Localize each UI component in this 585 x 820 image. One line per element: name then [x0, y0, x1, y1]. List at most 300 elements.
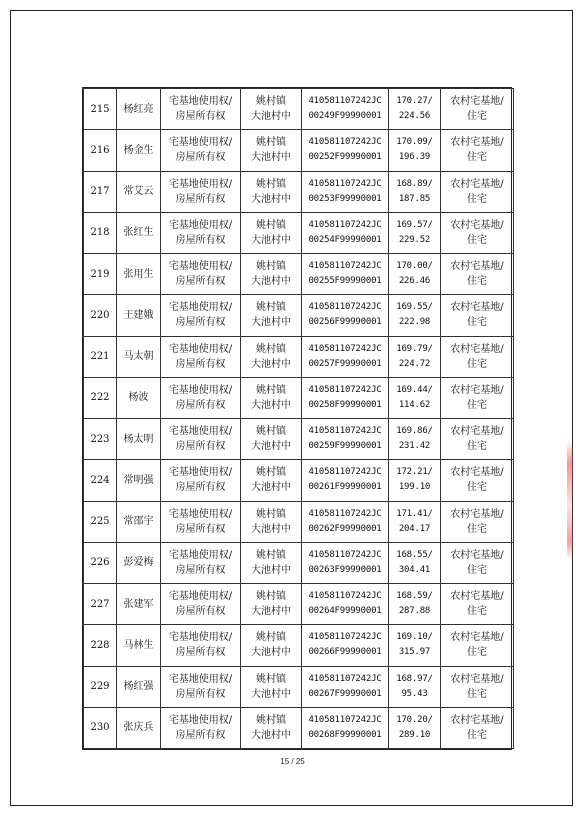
location-text: 姚村镇: [256, 96, 286, 108]
right-type-text: 宅基地使用权/: [168, 426, 233, 438]
location-cell: [241, 336, 302, 377]
row-number-text: 227: [90, 598, 110, 610]
right-type-cell: [161, 584, 241, 625]
land-use-cell: [441, 336, 514, 377]
land-use-cell: [441, 542, 514, 583]
location-text: 大池村中: [251, 193, 291, 205]
parcel-code-cell: [302, 254, 389, 295]
land-use-text: 住宅: [467, 111, 487, 123]
right-type-text: 房屋所有权: [175, 111, 226, 123]
right-type-text: 房屋所有权: [175, 564, 226, 576]
parcel-code-cell: [302, 625, 389, 666]
parcel-code-cell: [302, 377, 389, 418]
owner-name-text: 张庆兵: [123, 722, 154, 734]
land-use-text: 农村宅基地/: [450, 591, 504, 603]
right-type-text: 房屋所有权: [175, 482, 226, 494]
table-row: [84, 212, 514, 253]
row-number-text: 218: [90, 227, 110, 239]
row-number-cell: [84, 625, 117, 666]
land-use-text: 农村宅基地/: [450, 549, 504, 561]
right-type-text: 宅基地使用权/: [168, 96, 233, 108]
land-use-text: 农村宅基地/: [450, 632, 504, 644]
location-text: 大池村中: [251, 234, 291, 246]
owner-name-cell: [117, 584, 161, 625]
land-use-cell: [441, 666, 514, 707]
right-type-text: 宅基地使用权/: [168, 591, 233, 603]
area-text: 168.55/: [396, 549, 433, 560]
area-cell: [389, 212, 441, 253]
location-text: 大池村中: [251, 606, 291, 618]
parcel-code-text: 410581107242JC: [308, 632, 382, 643]
owner-name-text: 彭爱梅: [123, 557, 154, 569]
area-text: 187.85: [398, 193, 431, 204]
row-number-cell: [84, 89, 117, 130]
location-text: 大池村中: [251, 358, 291, 370]
parcel-code-cell: [302, 542, 389, 583]
area-cell: [389, 336, 441, 377]
owner-name-cell: [117, 295, 161, 336]
location-cell: [241, 666, 302, 707]
area-cell: [389, 666, 441, 707]
row-number-cell: [84, 501, 117, 542]
location-cell: [241, 501, 302, 542]
parcel-code-text: 00252F99990001: [308, 152, 382, 163]
owner-name-text: 张建军: [123, 598, 154, 610]
owner-name-cell: [117, 419, 161, 460]
table-row: [84, 295, 514, 336]
parcel-code-text: 00249F99990001: [308, 111, 382, 122]
parcel-code-text: 410581107242JC: [308, 549, 382, 560]
owner-name-text: 马太朝: [123, 351, 154, 363]
table-row: [84, 501, 514, 542]
row-number-text: 229: [90, 681, 110, 693]
parcel-code-cell: [302, 666, 389, 707]
area-text: 229.52: [398, 234, 431, 245]
parcel-code-text: 410581107242JC: [308, 384, 382, 395]
land-use-cell: [441, 89, 514, 130]
location-cell: [241, 707, 302, 748]
location-text: 姚村镇: [256, 549, 286, 561]
land-use-text: 住宅: [467, 647, 487, 659]
parcel-code-text: 410581107242JC: [308, 302, 382, 313]
owner-name-cell: [117, 501, 161, 542]
location-text: 姚村镇: [256, 673, 286, 685]
parcel-code-text: 410581107242JC: [308, 137, 382, 148]
right-type-text: 宅基地使用权/: [168, 467, 233, 479]
area-text: 315.97: [398, 647, 431, 658]
land-use-text: 农村宅基地/: [450, 178, 504, 190]
right-type-cell: [161, 542, 241, 583]
owner-name-cell: [117, 707, 161, 748]
parcel-code-cell: [302, 419, 389, 460]
right-type-cell: [161, 89, 241, 130]
area-cell: [389, 419, 441, 460]
table-row: [84, 130, 514, 171]
area-text: 170.27/: [396, 96, 433, 107]
area-text: 199.10: [398, 482, 431, 493]
location-cell: [241, 419, 302, 460]
location-text: 大池村中: [251, 647, 291, 659]
owner-name-cell: [117, 130, 161, 171]
row-number-text: 221: [90, 351, 110, 363]
owner-name-cell: [117, 212, 161, 253]
owner-name-text: 张红生: [123, 227, 154, 239]
right-type-text: 宅基地使用权/: [168, 261, 233, 273]
table-row: [84, 666, 514, 707]
row-number-cell: [84, 130, 117, 171]
area-text: 196.39: [398, 152, 431, 163]
right-type-cell: [161, 336, 241, 377]
area-text: 304.41: [398, 564, 431, 575]
area-text: 170.20/: [396, 714, 433, 725]
land-use-text: 住宅: [467, 276, 487, 288]
right-type-text: 房屋所有权: [175, 688, 226, 700]
area-text: 169.55/: [396, 302, 433, 313]
area-cell: [389, 295, 441, 336]
location-text: 姚村镇: [256, 302, 286, 314]
row-number-cell: [84, 254, 117, 295]
parcel-code-text: 410581107242JC: [308, 508, 382, 519]
table-row: [84, 171, 514, 212]
area-text: 169.10/: [396, 632, 433, 643]
area-text: 231.42: [398, 441, 431, 452]
area-text: 168.59/: [396, 591, 433, 602]
right-type-text: 房屋所有权: [175, 276, 226, 288]
row-number-text: 224: [90, 474, 110, 486]
table-row: [84, 336, 514, 377]
area-text: 222.98: [398, 317, 431, 328]
right-type-text: 宅基地使用权/: [168, 219, 233, 231]
location-text: 姚村镇: [256, 178, 286, 190]
land-use-text: 农村宅基地/: [450, 508, 504, 520]
land-use-text: 农村宅基地/: [450, 96, 504, 108]
area-text: 287.88: [398, 606, 431, 617]
table-row: [84, 377, 514, 418]
owner-name-text: 常艾云: [123, 186, 154, 198]
location-text: 姚村镇: [256, 384, 286, 396]
land-use-text: 住宅: [467, 358, 487, 370]
right-type-text: 房屋所有权: [175, 152, 226, 164]
area-text: 172.21/: [396, 467, 433, 478]
parcel-code-cell: [302, 130, 389, 171]
row-number-text: 217: [90, 186, 110, 198]
land-use-text: 农村宅基地/: [450, 714, 504, 726]
right-type-cell: [161, 625, 241, 666]
right-type-text: 宅基地使用权/: [168, 632, 233, 644]
area-cell: [389, 584, 441, 625]
table-row: [84, 460, 514, 501]
land-use-text: 农村宅基地/: [450, 302, 504, 314]
row-number-cell: [84, 584, 117, 625]
right-type-cell: [161, 254, 241, 295]
right-type-text: 宅基地使用权/: [168, 384, 233, 396]
owner-name-text: 常明强: [123, 474, 154, 486]
right-type-cell: [161, 666, 241, 707]
location-cell: [241, 584, 302, 625]
land-use-cell: [441, 295, 514, 336]
owner-name-text: 杨红强: [123, 681, 154, 693]
location-cell: [241, 295, 302, 336]
records-table: [83, 88, 514, 749]
right-type-cell: [161, 377, 241, 418]
location-text: 大池村中: [251, 688, 291, 700]
right-type-text: 宅基地使用权/: [168, 549, 233, 561]
land-use-text: 住宅: [467, 441, 487, 453]
owner-name-text: 常邵宇: [123, 516, 154, 528]
area-cell: [389, 501, 441, 542]
right-type-cell: [161, 460, 241, 501]
parcel-code-text: 410581107242JC: [308, 467, 382, 478]
location-text: 姚村镇: [256, 591, 286, 603]
land-use-text: 住宅: [467, 234, 487, 246]
table-row: [84, 707, 514, 748]
parcel-code-cell: [302, 336, 389, 377]
location-text: 姚村镇: [256, 219, 286, 231]
owner-name-cell: [117, 89, 161, 130]
location-text: 大池村中: [251, 317, 291, 329]
area-cell: [389, 542, 441, 583]
table-row: [84, 89, 514, 130]
row-number-text: 228: [90, 639, 110, 651]
location-cell: [241, 377, 302, 418]
parcel-code-text: 410581107242JC: [308, 591, 382, 602]
right-type-text: 宅基地使用权/: [168, 508, 233, 520]
owner-name-cell: [117, 171, 161, 212]
parcel-code-cell: [302, 212, 389, 253]
area-text: 226.46: [398, 276, 431, 287]
parcel-code-text: 00254F99990001: [308, 234, 382, 245]
land-use-cell: [441, 501, 514, 542]
land-use-text: 住宅: [467, 399, 487, 411]
owner-name-text: 杨红亮: [123, 103, 154, 115]
right-type-text: 房屋所有权: [175, 441, 226, 453]
location-text: 大池村中: [251, 729, 291, 741]
parcel-code-text: 00253F99990001: [308, 193, 382, 204]
table-row: [84, 584, 514, 625]
parcel-code-text: 410581107242JC: [308, 178, 382, 189]
owner-name-cell: [117, 254, 161, 295]
right-type-cell: [161, 707, 241, 748]
row-number-cell: [84, 171, 117, 212]
location-text: 大池村中: [251, 152, 291, 164]
parcel-code-text: 00259F99990001: [308, 441, 382, 452]
row-number-cell: [84, 212, 117, 253]
area-text: 169.86/: [396, 426, 433, 437]
right-type-cell: [161, 295, 241, 336]
parcel-code-text: 00261F99990001: [308, 482, 382, 493]
parcel-code-text: 00255F99990001: [308, 276, 382, 287]
right-type-cell: [161, 130, 241, 171]
parcel-code-cell: [302, 707, 389, 748]
area-cell: [389, 130, 441, 171]
location-text: 姚村镇: [256, 343, 286, 355]
land-use-cell: [441, 212, 514, 253]
location-text: 姚村镇: [256, 714, 286, 726]
parcel-code-text: 00268F99990001: [308, 729, 382, 740]
row-number-text: 226: [90, 557, 110, 569]
area-cell: [389, 89, 441, 130]
row-number-cell: [84, 542, 117, 583]
area-cell: [389, 707, 441, 748]
owner-name-text: 杨波: [128, 392, 149, 404]
location-text: 姚村镇: [256, 137, 286, 149]
row-number-text: 220: [90, 309, 110, 321]
parcel-code-cell: [302, 171, 389, 212]
row-number-cell: [84, 336, 117, 377]
land-use-cell: [441, 625, 514, 666]
owner-name-text: 王建娥: [123, 309, 154, 321]
right-type-text: 房屋所有权: [175, 234, 226, 246]
row-number-cell: [84, 295, 117, 336]
row-number-cell: [84, 377, 117, 418]
land-use-text: 住宅: [467, 564, 487, 576]
location-cell: [241, 542, 302, 583]
land-use-text: 住宅: [467, 523, 487, 535]
location-text: 大池村中: [251, 399, 291, 411]
owner-name-cell: [117, 377, 161, 418]
land-use-text: 住宅: [467, 317, 487, 329]
row-number-text: 223: [90, 433, 110, 445]
location-text: 姚村镇: [256, 426, 286, 438]
parcel-code-text: 410581107242JC: [308, 96, 382, 107]
owner-name-cell: [117, 336, 161, 377]
land-use-cell: [441, 254, 514, 295]
parcel-code-text: 410581107242JC: [308, 673, 382, 684]
land-use-text: 住宅: [467, 482, 487, 494]
owner-name-text: 张用生: [123, 268, 154, 280]
location-text: 大池村中: [251, 441, 291, 453]
area-text: 171.41/: [396, 508, 433, 519]
parcel-code-cell: [302, 89, 389, 130]
location-text: 大池村中: [251, 523, 291, 535]
location-cell: [241, 212, 302, 253]
land-use-text: 农村宅基地/: [450, 343, 504, 355]
right-type-text: 宅基地使用权/: [168, 178, 233, 190]
land-use-text: 农村宅基地/: [450, 219, 504, 231]
area-text: 289.10: [398, 729, 431, 740]
area-text: 204.17: [398, 523, 431, 534]
row-number-cell: [84, 666, 117, 707]
location-text: 姚村镇: [256, 508, 286, 520]
row-number-text: 230: [90, 722, 110, 734]
right-type-text: 宅基地使用权/: [168, 137, 233, 149]
area-text: 224.56: [398, 111, 431, 122]
land-use-text: 住宅: [467, 606, 487, 618]
row-number-text: 219: [90, 268, 110, 280]
land-use-cell: [441, 460, 514, 501]
right-type-cell: [161, 419, 241, 460]
area-cell: [389, 377, 441, 418]
owner-name-text: 杨太明: [123, 433, 154, 445]
land-use-text: 农村宅基地/: [450, 426, 504, 438]
right-type-text: 宅基地使用权/: [168, 343, 233, 355]
land-use-text: 住宅: [467, 688, 487, 700]
land-use-text: 住宅: [467, 729, 487, 741]
land-use-text: 农村宅基地/: [450, 467, 504, 479]
parcel-code-cell: [302, 584, 389, 625]
row-number-text: 215: [90, 103, 110, 115]
land-use-cell: [441, 171, 514, 212]
table-row: [84, 254, 514, 295]
parcel-code-text: 00267F99990001: [308, 688, 382, 699]
right-type-cell: [161, 171, 241, 212]
land-use-text: 农村宅基地/: [450, 261, 504, 273]
owner-name-text: 马林生: [123, 639, 154, 651]
parcel-code-text: 410581107242JC: [308, 261, 382, 272]
parcel-code-text: 00258F99990001: [308, 399, 382, 410]
owner-name-cell: [117, 666, 161, 707]
parcel-code-cell: [302, 295, 389, 336]
row-number-text: 216: [90, 144, 110, 156]
owner-name-cell: [117, 625, 161, 666]
location-text: 大池村中: [251, 564, 291, 576]
parcel-code-text: 410581107242JC: [308, 426, 382, 437]
owner-name-cell: [117, 542, 161, 583]
area-text: 169.79/: [396, 343, 433, 354]
area-cell: [389, 625, 441, 666]
table-row: [84, 542, 514, 583]
area-text: 224.72: [398, 358, 431, 369]
land-use-text: 住宅: [467, 152, 487, 164]
right-type-text: 房屋所有权: [175, 399, 226, 411]
parcel-code-cell: [302, 460, 389, 501]
area-text: 170.00/: [396, 261, 433, 272]
row-number-text: 222: [90, 392, 110, 404]
table-row: [84, 625, 514, 666]
right-type-text: 房屋所有权: [175, 647, 226, 659]
row-number-cell: [84, 707, 117, 748]
land-use-text: 住宅: [467, 193, 487, 205]
area-text: 169.57/: [396, 219, 433, 230]
location-text: 大池村中: [251, 482, 291, 494]
parcel-code-text: 00264F99990001: [308, 606, 382, 617]
location-cell: [241, 171, 302, 212]
area-cell: [389, 171, 441, 212]
parcel-code-text: 00257F99990001: [308, 358, 382, 369]
area-text: 114.62: [398, 399, 431, 410]
parcel-code-cell: [302, 501, 389, 542]
parcel-code-text: 410581107242JC: [308, 219, 382, 230]
row-number-cell: [84, 419, 117, 460]
page-number: 15 / 25: [280, 757, 305, 766]
parcel-code-text: 00256F99990001: [308, 317, 382, 328]
right-type-text: 房屋所有权: [175, 523, 226, 535]
area-text: 169.44/: [396, 384, 433, 395]
right-type-cell: [161, 212, 241, 253]
area-text: 168.89/: [396, 178, 433, 189]
location-cell: [241, 130, 302, 171]
location-text: 姚村镇: [256, 632, 286, 644]
seal-stamp-edge: [567, 440, 573, 560]
location-cell: [241, 89, 302, 130]
location-text: 大池村中: [251, 276, 291, 288]
land-use-cell: [441, 130, 514, 171]
parcel-code-text: 00263F99990001: [308, 564, 382, 575]
location-text: 大池村中: [251, 111, 291, 123]
location-cell: [241, 625, 302, 666]
area-text: 170.09/: [396, 137, 433, 148]
area-text: 95.43: [401, 688, 428, 699]
right-type-text: 房屋所有权: [175, 358, 226, 370]
land-use-text: 农村宅基地/: [450, 673, 504, 685]
area-cell: [389, 460, 441, 501]
land-use-cell: [441, 707, 514, 748]
right-type-text: 宅基地使用权/: [168, 673, 233, 685]
right-type-text: 房屋所有权: [175, 317, 226, 329]
right-type-text: 宅基地使用权/: [168, 714, 233, 726]
right-type-text: 宅基地使用权/: [168, 302, 233, 314]
records-table-wrapper: [82, 87, 512, 750]
